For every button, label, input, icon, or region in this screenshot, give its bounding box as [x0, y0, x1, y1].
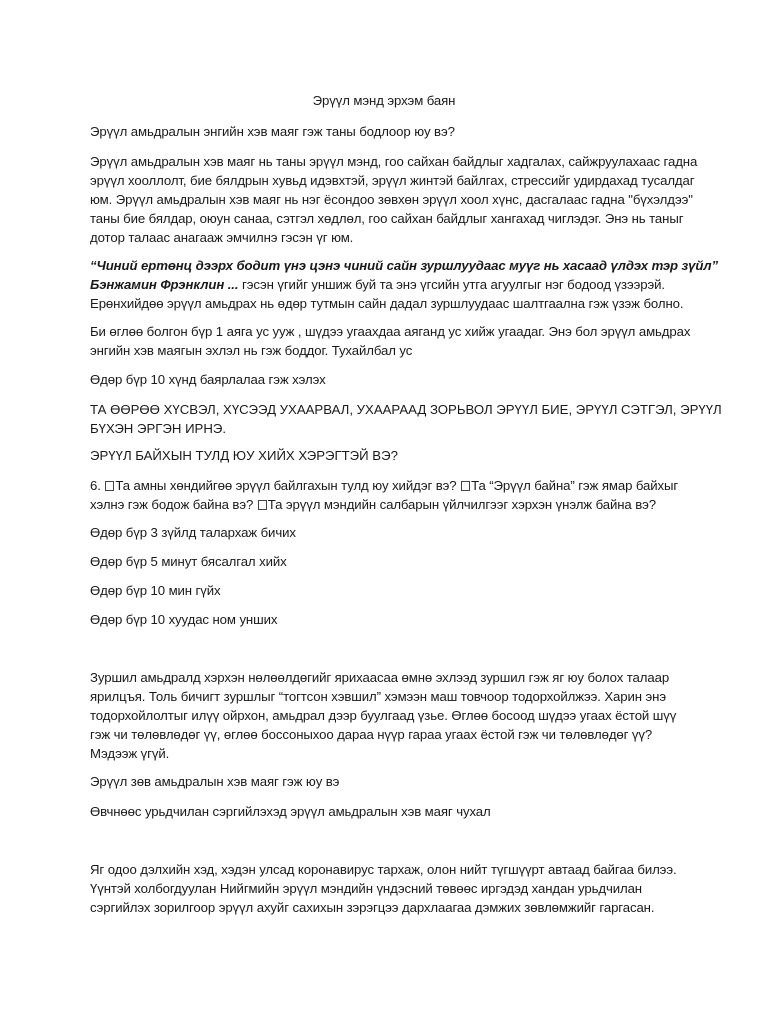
text-line: Яг одоо дэлхийн хэд, хэдэн улсад коронавирус тархаж, олон нийт түгшүүрт автаад байгаа билээ. [90, 862, 677, 877]
section-heading [90, 772, 690, 791]
q6-text: Та эрүүл мэндийн салбарын үйлчилгээг хэрхэн үнэлж байна вэ? [267, 497, 656, 512]
checkbox-icon [105, 481, 114, 491]
text-line: дотор талаас анагааж эмчилнэ гэсэн үг юм. [90, 230, 354, 245]
question-6-paragraph [90, 476, 690, 514]
daily-item [90, 523, 690, 542]
text-line: БҮХЭН ЭРГЭН ИРНЭ. [90, 421, 227, 436]
text-line: Эрүүл амьдралын хэв маяг нь таны эрүүл мэнд, гоо сайхан байдлыг хадгалах, сайжруулахаас гадна [90, 154, 698, 169]
text-line: сэргийлэх зорилгоор эрүүл ахуйг сахихын зэрэгцээ дархлаагаа дэмжих зөвлөмжийг гаргасан. [90, 900, 655, 915]
caps-paragraph [90, 400, 722, 438]
heading-text: Эрүүл зөв амьдралын хэв маяг гэж юу вэ [90, 774, 340, 789]
text-line: ЭРҮҮЛ БАЙХЫН ТУЛД ЮУ ХИЙХ ХЭРЭГТЭЙ ВЭ? [90, 448, 398, 463]
section-heading [90, 802, 690, 821]
text-line: ярилцъя. Толь бичигт зуршлыг “тогтсон хэвшил” хэмээн маш товчоор тодорхойлжээ. Харин энэ [90, 689, 666, 704]
text-line: тодорхойлолтыг илүү ойрхон, амьдрал дээр буулгаад үзье. Өглөө босоод шүдээ угаах ёстой шүү [90, 708, 677, 723]
quote-author: Бэнжамин Фрэнклин ... [90, 277, 239, 292]
corona-paragraph [90, 860, 690, 917]
gratitude-paragraph [90, 370, 690, 389]
text-line: Мэдээж үгүй. [90, 746, 170, 761]
caps-question [90, 446, 690, 465]
text-line: Би өглөө болгон бүр 1 аяга ус ууж , шүдээ угаахдаа аяганд ус хийж угаадаг. Энэ бол эрүүл амьдрах [90, 324, 691, 339]
daily-item-text: Өдөр бүр 10 хуудас ном унших [90, 612, 278, 627]
text-line: таны бие бялдар, оюун санаа, сэтгэл хөдлөл, гоо сайхан байдлыг хангахад чиглэдэг. Энэ нь таныг [90, 211, 684, 226]
quote-paragraph [90, 256, 718, 313]
question-paragraph [90, 122, 690, 141]
intro-paragraph [90, 152, 698, 247]
daily-item [90, 610, 690, 629]
text-line: Өдөр бүр 10 хүнд баярлалаа гэж хэлэх [90, 372, 326, 387]
quote-text: “Чиний ертөнц дээрх бодит үнэ цэнэ чиний сайн зуршлуудаас муүг нь хасаад үлдэх тэр зүйл” [90, 258, 718, 273]
q6-number: 6. [90, 478, 105, 493]
daily-item-text: Өдөр бүр 5 минут бясалгал хийх [90, 554, 287, 569]
text-line: ТА ӨӨРӨӨ ХҮСВЭЛ, ХҮСЭЭД УХААРВАЛ, УХААРААД ЗОРЬВОЛ ЭРҮҮЛ БИЕ, ЭРҮҮЛ СЭТГЭЛ, ЭРҮҮЛ [90, 402, 722, 417]
text-line: энгийн хэв маягын эхлэл нь гэж боддог. Тухайлбал ус [90, 343, 413, 358]
text-line: Үүнтэй холбогдуулан Нийгмийн эрүүл мэндийн үндэсний төвөөс иргэдэд хандан урьдчилан [90, 881, 642, 896]
text-line: Зуршил амьдралд хэрхэн нөлөөлдөгийг ярихаасаа өмнө эхлээд зуршил гэж яг юу болох талаар [90, 670, 670, 685]
daily-item-text: Өдөр бүр 3 зүйлд талархаж бичих [90, 525, 296, 540]
text-line: Ерөнхийдөө эрүүл амьдрах нь өдөр тутмын сайн дадал зуршлуудаас шалтгаална гэж үзэж болно. [90, 296, 684, 311]
document-title: Эрүүл мэнд эрхэм баян [312, 93, 456, 108]
checkbox-icon [258, 500, 267, 510]
daily-item-text: Өдөр бүр 10 мин гүйх [90, 583, 221, 598]
text-line: гэж чи төлөвлөдөг үү, өглөө боссоныхоо дараа нүүр гараа угаах ёстой гэж чи төлөвлөдөг үү? [90, 727, 653, 742]
text-line: эрүүл хооллолт, бие бялдрын хувьд идэвхтэй, эрүүл жинтэй байлгах, стрессийг удирдахад тусалдаг [90, 173, 695, 188]
text-line: юм. Эрүүл амьдралын хэв маяг нь нэг ёсондоо зөвхөн эрүүл хоол хүнс, дасгалаас гадна "бүхэлдээ" [90, 192, 693, 207]
q6-text: Та “Эрүүл байна” гэж ямар байхыг [471, 478, 679, 493]
daily-item [90, 581, 690, 600]
q6-text: хэлнэ гэж бодож байна вэ? [90, 497, 257, 512]
checkbox-icon [461, 481, 470, 491]
habit-definition-paragraph [90, 668, 690, 763]
q6-text: Та амны хөндийгөө эрүүл байлгахын тулд юу хийдэг вэ? [115, 478, 461, 493]
daily-item [90, 552, 690, 571]
habit-paragraph [90, 322, 690, 360]
quote-continuation: гэсэн үгийг уншиж буй та энэ үгсийн утга агуулгыг нэг бодоод үзээрэй. [238, 277, 665, 292]
heading-text: Өвчнөөс урьдчилан сэргийлэхэд эрүүл амьдралын хэв маяг чухал [90, 804, 491, 819]
question-line: Эрүүл амьдралын энгийн хэв маяг гэж таны бодлоор юу вэ? [90, 124, 455, 139]
